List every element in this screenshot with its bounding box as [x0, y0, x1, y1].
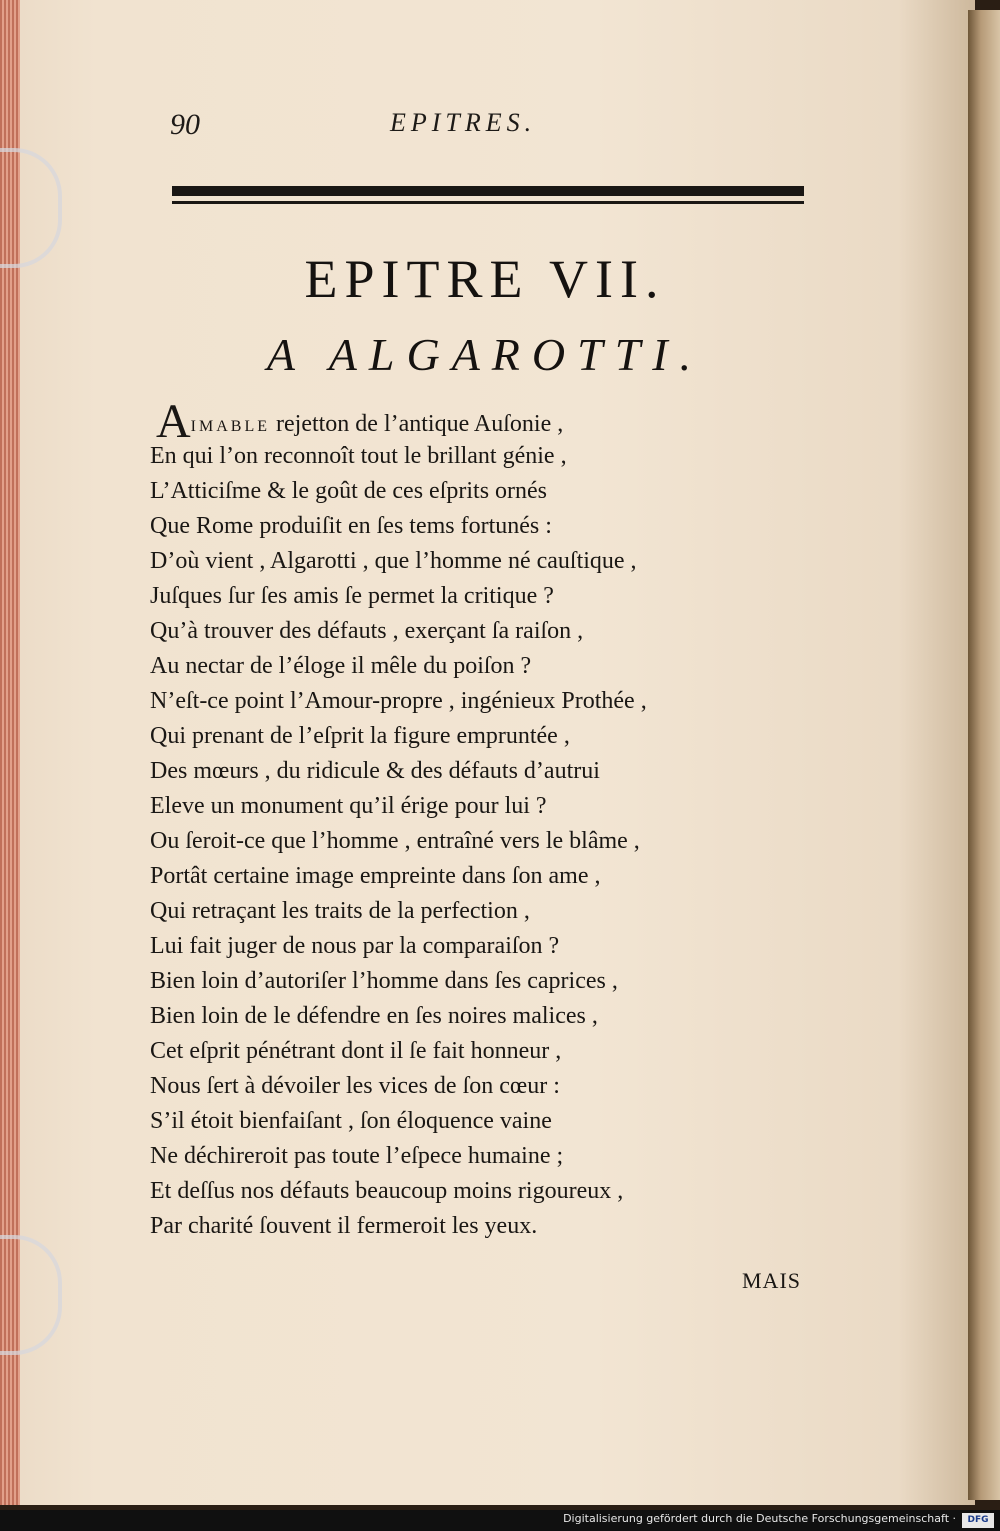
verse-line: Qui prenant de l’eſprit la figure empruntée , [150, 723, 570, 749]
verse-line: L’Atticiſme & le goût de ces eſprits ornés [150, 478, 548, 504]
dfg-logo-icon: DFG [962, 1513, 994, 1528]
verse-line: Au nectar de l’éloge il mêle du poiſon ? [150, 653, 532, 679]
verse-line: Bien loin de le défendre en ſes noires malices , [150, 1003, 598, 1029]
verse-line: S’il étoit bienfaiſant , ſon éloquence vaine [150, 1108, 552, 1134]
ornamental-rule [172, 186, 804, 206]
verse-line: En qui l’on reconnoît tout le brillant génie , [150, 443, 567, 469]
rule-thin-line [172, 201, 804, 204]
epistle-dedication: A ALGAROTTI. [266, 329, 704, 380]
verse-line: Ne déchireroit pas toute l’eſpece humaine ; [150, 1143, 564, 1169]
verse-line: Qu’à trouver des défauts , exerçant ſa raiſon , [150, 618, 584, 644]
page-number: 90 [170, 108, 200, 141]
verse-line: Bien loin d’autoriſer l’homme dans ſes caprices , [150, 968, 618, 994]
footer-bar [0, 1510, 1000, 1531]
running-head: EPITRES. [390, 108, 537, 137]
verse-line: Eleve un monument qu’il érige pour lui ? [150, 793, 547, 819]
facing-page-edge [968, 10, 1000, 1500]
small-caps-word: IMABLE [190, 418, 270, 435]
verse-line: Qui retraçant les traits de la perfection , [150, 898, 530, 924]
verse-line: Lui fait juger de nous par la comparaiſon ? [150, 933, 560, 959]
page-header [150, 108, 810, 148]
verse-text: rejetton de l’antique Auſonie , [276, 411, 564, 437]
verse-line: Nous ſert à dévoiler les vices de ſon cœur : [150, 1073, 560, 1099]
verse-line: Et deſſus nos défauts beaucoup moins rigoureux , [150, 1178, 624, 1204]
verse-line: Juſques ſur ſes amis ſe permet la critique ? [150, 583, 554, 609]
verse-line: N’eſt-ce point l’Amour-propre , ingénieux Prothée , [150, 688, 647, 714]
epistle-title: EPITRE VII. [304, 249, 666, 309]
verse-line: Cet eſprit pénétrant dont il ſe fait honneur , [150, 1038, 562, 1064]
verse-line: Ou ſeroit-ce que l’homme , entraîné vers le blâme , [150, 828, 640, 854]
rule-thick-line [172, 186, 804, 196]
drop-cap: A [156, 395, 191, 448]
verse-line [150, 395, 790, 448]
poem-body [150, 395, 790, 1244]
verse-line: Portât certaine image empreinte dans ſon ame , [150, 863, 601, 889]
funding-credit: Digitalisierung gefördert durch die Deutsche Forschungsgemeinschaft · [563, 1512, 956, 1525]
verse-line: D’où vient , Algarotti , que l’homme né cauſtique , [150, 548, 637, 574]
verse-line: Par charité ſouvent il fermeroit les yeux. [150, 1213, 538, 1239]
verse-line: Des mœurs , du ridicule & des défauts d’autrui [150, 758, 600, 784]
verse-line: Que Rome produiſit en ſes tems fortunés : [150, 513, 552, 539]
catchword: MAIS [742, 1268, 802, 1293]
